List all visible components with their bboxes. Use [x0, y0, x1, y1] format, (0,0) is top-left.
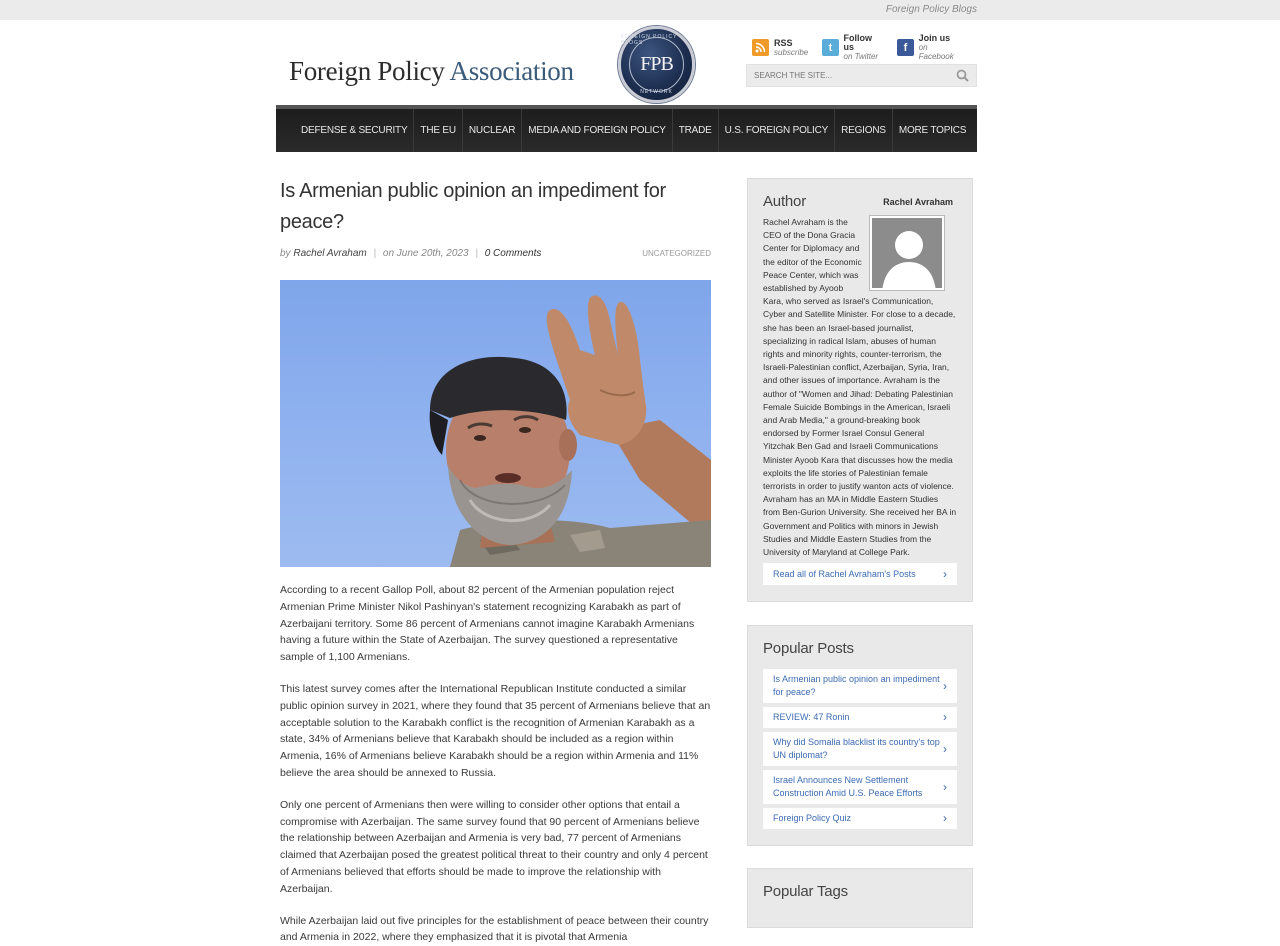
- author-box-heading: Author: [763, 193, 806, 210]
- search-input[interactable]: [747, 65, 947, 86]
- category-link[interactable]: UNCATEGORIZED: [642, 249, 711, 258]
- nav-the-eu[interactable]: THE EU: [414, 109, 462, 152]
- twitter-follow-link[interactable]: [822, 34, 883, 61]
- logo-text-secondary: Association: [449, 56, 574, 86]
- site-search: [746, 64, 977, 87]
- nav-us-foreign-policy[interactable]: U.S. FOREIGN POLICY: [719, 109, 835, 152]
- popular-post-item[interactable]: [763, 770, 957, 804]
- logo-text-primary: Foreign Policy: [289, 56, 445, 86]
- article-paragraph: This latest survey comes after the International Republican Institute conducted a similar public opinion survey in 2021, where they found that 35 percent of Armenians believe that an acceptable solution to the Karabakh conflict is the recognition of Armenian Karabakh as a state, 34% of Armenians believe that Karabakh should be included as a region within Armenia, 16% of Armenians believe Karabakh should be a region within Armenia and 11% believe the area should be annexed to Russia.: [280, 682, 711, 779]
- author-bio-text: Rachel Avraham is the CEO of the Dona Gracia Center for Diplomacy and the editor of the Economic Peace Center, which was established by Ayoob Kara, who served as Israel's Communication, Cyber and Satellite Minister. For close to a decade, she has been an Israel-based journalist, specializing in radical Islam, abuses of human rights and minority rights, counter-terrorism, the Israeli-Palestinian conflict, Azerbaijan, Syria, Iran, and other issues of importance. Avraham is the author of "Women and Jihad: Debating Palestinian Female Suicide Bombings in the American, Israeli and Arab Media," a ground-breaking book endorsed by Former Israel Consul General Yitzchak Ben Gad and Israeli Communications Minister Ayoob Kara that discusses how the media exploits the life stories of Palestinian female terrorists in order to justify wanton acts of violence. Avraham has an MA in Middle Eastern Studies from Ben-Gurion University. She received her BA in Government and Politics with minors in Jewish Studies and Middle Eastern Studies from the University of Maryland at College Park.: [763, 217, 957, 558]
- twitter-sub: on Twitter: [843, 52, 879, 61]
- nav-trade[interactable]: TRADE: [673, 109, 719, 152]
- twitter-title: Follow us: [843, 33, 873, 52]
- facebook-sub: on Facebook: [918, 43, 954, 61]
- search-icon[interactable]: [956, 69, 969, 82]
- chevron-right-icon: ›: [943, 710, 947, 725]
- nav-more-topics[interactable]: MORE TOPICS: [898, 125, 967, 136]
- seal-ring-bottom: NETWORK: [640, 89, 673, 95]
- foreign-policy-blogs-link[interactable]: Foreign Policy Blogs: [885, 4, 977, 15]
- rss-sub: subscribe: [774, 47, 809, 57]
- author-bio: [763, 216, 957, 559]
- article: [280, 176, 711, 946]
- rss-subscribe-link[interactable]: [752, 34, 808, 61]
- facebook-icon: f: [897, 39, 913, 56]
- nav-regions[interactable]: REGIONS: [835, 109, 893, 152]
- byline-prefix: by: [280, 248, 291, 259]
- twitter-icon: t: [822, 39, 838, 56]
- seal-letters: FPB: [629, 37, 684, 92]
- popular-posts-heading: Popular Posts: [763, 640, 854, 658]
- article-title: Is Armenian public opinion an impediment for peace?: [280, 180, 666, 233]
- chevron-right-icon: ›: [943, 741, 947, 756]
- rss-title: RSS: [774, 37, 793, 48]
- author-box: [747, 178, 973, 602]
- popular-post-item[interactable]: [763, 732, 957, 766]
- article-paragraph: According to a recent Gallop Poll, about 82 percent of the Armenian population reject Armenian Prime Minister Nikol Pashinyan's statement recognizing Karabakh as part of Azerbaijani territory. Some 86 percent of Armenians cannot imagine Karabakh Armenians having a future within the State of Azerbaijan. The survey questioned a representative sample of 1,100 Armenians.: [280, 584, 695, 664]
- sidebar: [747, 178, 973, 928]
- popular-post-title: Why did Somalia blacklist its country's top UN diplomat?: [773, 737, 940, 761]
- popular-post-title: Israel Announces New Settlement Construction Amid U.S. Peace Efforts: [773, 775, 923, 799]
- chevron-right-icon: ›: [943, 779, 947, 794]
- popular-tags-heading: Popular Tags: [763, 883, 848, 901]
- comments-link[interactable]: 0 Comments: [484, 248, 542, 259]
- top-bar: [0, 0, 1280, 20]
- popular-post-item[interactable]: [763, 669, 957, 703]
- popular-post-title: Is Armenian public opinion an impediment for peace?: [773, 674, 940, 698]
- read-all-label: Read all of Rachel Avraham's Posts: [773, 569, 916, 580]
- facebook-join-link[interactable]: [897, 34, 963, 61]
- article-body: [280, 582, 711, 946]
- article-meta: [280, 248, 711, 262]
- page-wrapper: [276, 20, 977, 136]
- rss-icon: [752, 39, 769, 56]
- seal-ring-top: FOREIGN POLICY BLOGS: [621, 34, 678, 46]
- meta-separator: |: [475, 248, 478, 259]
- main-navigation: [276, 105, 977, 152]
- meta-separator: |: [373, 248, 377, 259]
- article-paragraph: Only one percent of Armenians then were willing to consider other options that entail a compromise with Azerbaijan. The same survey found that 90 percent of Armenians believe the relationship between Azerbaijan and Armenia is very bad, 77 percent of Armenians claimed that Azerbaijan posed the greatest political threat to their country and only 4 percent of Armenians believed that efforts should be made to improve the relationship with Azerbaijan.: [280, 798, 708, 895]
- popular-post-title: Foreign Policy Quiz: [773, 813, 852, 824]
- popular-post-title: REVIEW: 47 Ronin: [773, 712, 850, 723]
- facebook-title: Join us: [918, 33, 951, 43]
- nav-media-foreign-policy[interactable]: MEDIA AND FOREIGN POLICY: [522, 109, 672, 152]
- site-header: [276, 20, 977, 105]
- popular-tags-box: [747, 868, 973, 928]
- chevron-right-icon: ›: [943, 678, 947, 693]
- popular-post-item[interactable]: [763, 707, 957, 728]
- chevron-right-icon: ›: [943, 567, 947, 582]
- avatar: [870, 216, 944, 290]
- popular-posts-box: [747, 625, 973, 846]
- post-date: on June 20th, 2023: [382, 248, 469, 259]
- nav-nuclear[interactable]: NUCLEAR: [463, 109, 522, 152]
- author-link[interactable]: Rachel Avraham: [293, 248, 367, 259]
- article-hero-image: [280, 280, 711, 567]
- read-all-posts-link[interactable]: [763, 563, 957, 585]
- article-paragraph: While Azerbaijan laid out five principles for the establishment of peace between their country and Armenia in 2022, where they emphasized that it is pivotal that Armenia: [280, 914, 709, 944]
- user-placeholder-icon: [872, 218, 944, 290]
- fpb-network-seal[interactable]: [618, 26, 695, 103]
- author-name-link[interactable]: Rachel Avraham: [883, 197, 953, 207]
- site-logo[interactable]: [289, 56, 574, 87]
- popular-post-item[interactable]: [763, 808, 957, 829]
- chevron-right-icon: ›: [943, 811, 947, 826]
- nav-defense-security[interactable]: DEFENSE & SECURITY: [295, 109, 414, 152]
- hero-photo-illustration: [280, 280, 711, 567]
- social-links: [752, 34, 977, 61]
